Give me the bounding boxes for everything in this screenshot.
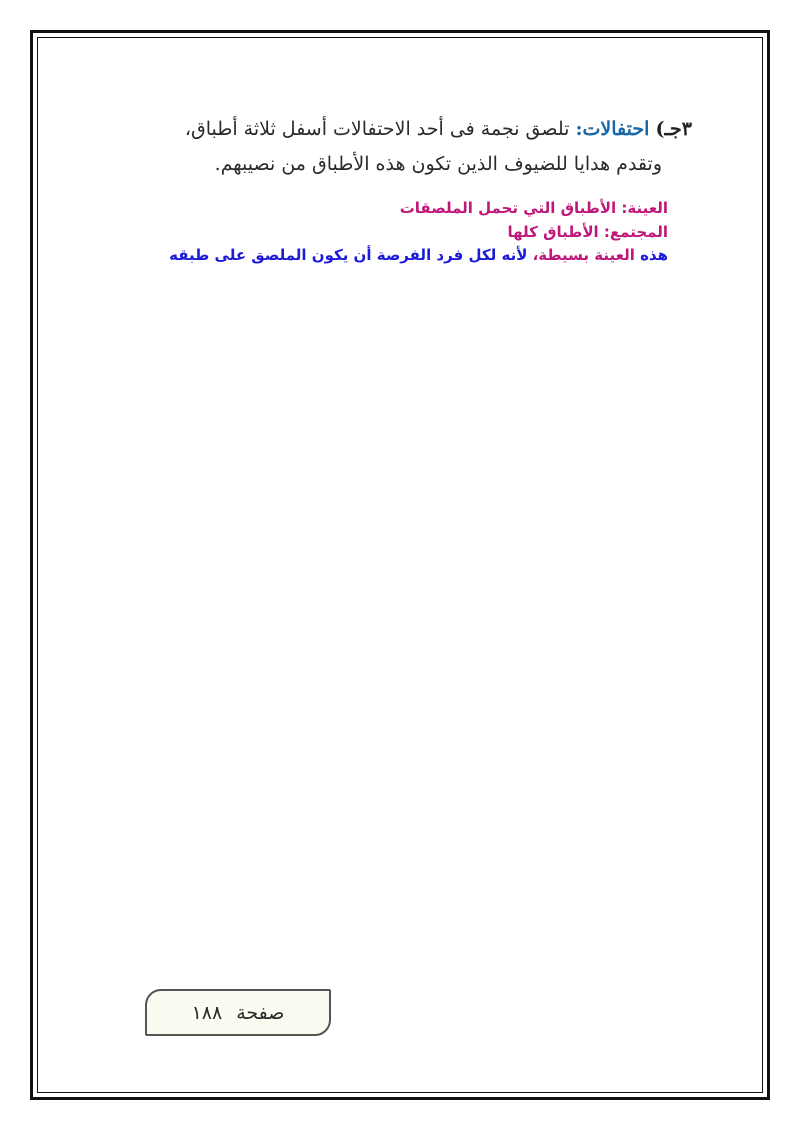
sample-value: الأطباق التي تحمل الملصقات (399, 199, 617, 217)
answer-block (108, 197, 668, 268)
problem-statement (92, 112, 692, 182)
population-label: المجتمع: (603, 222, 668, 241)
page-number: ١٨٨ (191, 1001, 223, 1024)
problem-title: احتفالات: (575, 118, 650, 140)
problem-line-2 (92, 147, 692, 182)
problem-text-1: تلصق نجمة فى أحد الاحتفالات أسفل ثلاثة أطباق، (184, 118, 570, 140)
page-border-inner (37, 37, 763, 1093)
sample-line (108, 197, 668, 221)
population-value: الأطباق كلها (507, 222, 599, 241)
problem-line-1 (92, 112, 692, 147)
sample-label: العينة: (621, 199, 668, 217)
conclusion-rest: لأنه لكل فرد الفرصة أن يكون الملصق على طبقه (169, 246, 528, 264)
population-line (108, 221, 668, 245)
page-word: صفحة (236, 1001, 285, 1024)
conclusion-highlight: العينة بسيطة، (532, 246, 635, 264)
page-number-badge (145, 989, 331, 1036)
conclusion-line (108, 244, 668, 268)
problem-text-2: وتقدم هدايا للضيوف الذين تكون هذه الأطباق من نصيبهم. (214, 153, 662, 175)
conclusion-start: هذه (640, 246, 668, 264)
problem-number: ٣جـ) (655, 118, 692, 140)
